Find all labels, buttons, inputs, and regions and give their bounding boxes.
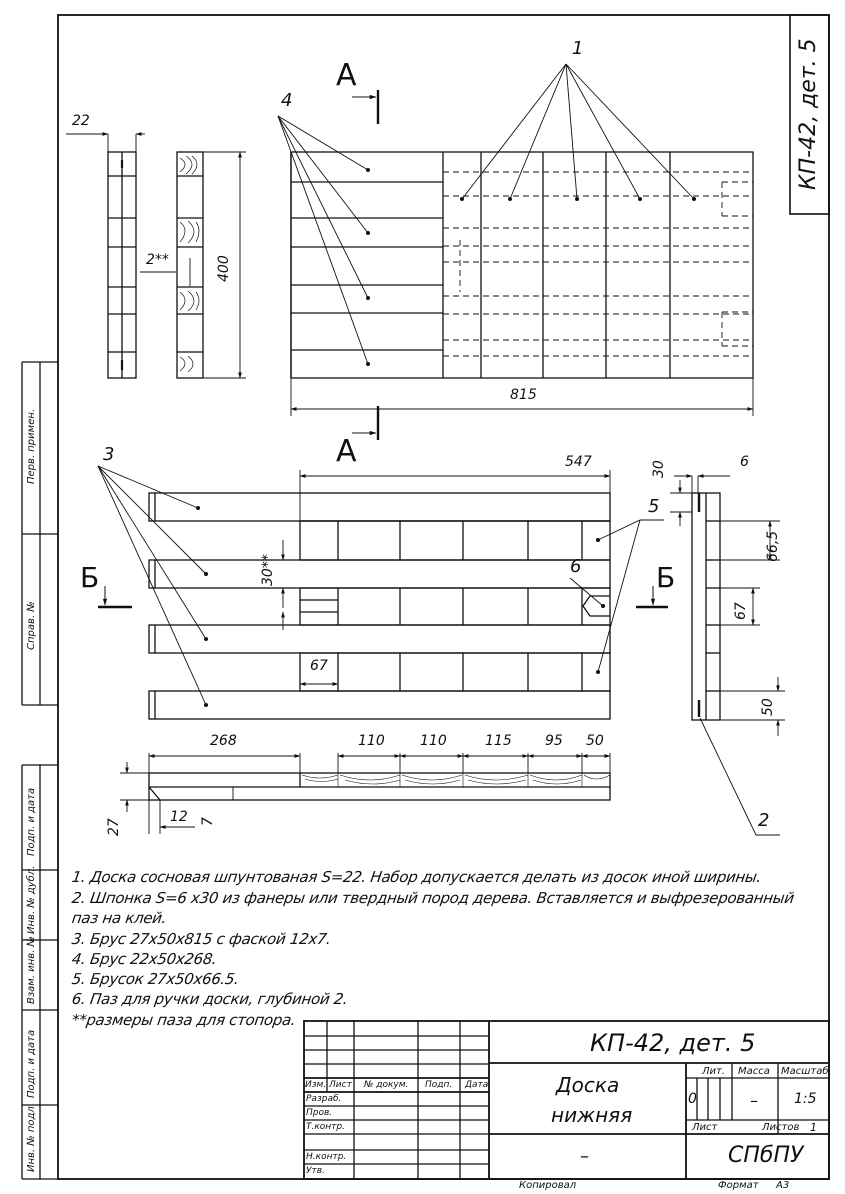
- footer-format-value: А3: [776, 1180, 790, 1191]
- dim-2-stars: 2**: [146, 252, 169, 268]
- note-4: 4. Брус 22x50x268.: [70, 950, 218, 968]
- title-doc-code: КП-42, дет. 5: [590, 1029, 756, 1057]
- title-col-list: Лист: [329, 1080, 352, 1090]
- note-6: 6. Паз для ручки доски, глубиной 2.: [70, 990, 349, 1008]
- title-row-tkontr: Т.контр.: [306, 1122, 346, 1132]
- title-row-utv: Утв.: [306, 1166, 325, 1176]
- dim-67-vertical: 67: [733, 602, 749, 620]
- title-row-razrab: Разраб.: [306, 1094, 342, 1104]
- strip-label-dubl: Инв. № дубл.: [26, 865, 37, 934]
- note-stars: **размеры паза для стопора.: [70, 1011, 297, 1029]
- leader-label-5: 5: [648, 496, 660, 517]
- title-col-docnum: № докум.: [364, 1080, 409, 1090]
- title-sheets-value: 1: [810, 1121, 817, 1134]
- title-org: СПбПУ: [728, 1143, 804, 1168]
- strip-label-podp2: Подп. и дата: [26, 1029, 37, 1098]
- strip-label-vzam: Взам. инв. №: [26, 936, 37, 1004]
- title-col-data: Дата: [465, 1080, 489, 1090]
- title-sheets-label: Листов: [762, 1122, 800, 1133]
- dim-400: 400: [216, 255, 232, 282]
- dim-115: 115: [485, 733, 512, 749]
- leader-label-2: 2: [758, 810, 770, 831]
- strip-label-sprav: Справ. №: [26, 601, 37, 650]
- footer-format-label: Формат: [718, 1180, 759, 1191]
- title-sheet-label: Лист: [692, 1122, 718, 1133]
- title-name-line1: Доска: [556, 1073, 620, 1097]
- leader-label-4: 4: [281, 90, 293, 111]
- title-dash: –: [580, 1146, 589, 1167]
- title-row-prov: Пров.: [306, 1108, 333, 1118]
- title-lit-label: Лит.: [702, 1066, 726, 1077]
- title-name-line2: нижняя: [551, 1103, 633, 1127]
- dim-95: 95: [545, 733, 563, 749]
- dim-7: 7: [200, 817, 216, 826]
- leader-label-6: 6: [570, 556, 582, 577]
- section-strip: [149, 773, 610, 800]
- side-view-left: [108, 152, 136, 378]
- dim-547: 547: [565, 454, 592, 470]
- leader-label-1: 1: [572, 38, 584, 59]
- title-col-podp: Подп.: [425, 1080, 453, 1090]
- strip-label-podp1: Подп. и дата: [26, 787, 37, 856]
- footer-copied: Копировал: [519, 1180, 577, 1191]
- note-2-cont: паз на клей.: [70, 909, 168, 927]
- leader-3-lines: [98, 466, 206, 705]
- title-col-izm: Изм.: [305, 1080, 327, 1090]
- dim-268: 268: [210, 733, 237, 749]
- note-1: 1. Доска сосновая шпунтованая S=22. Набор допускается делать из досок иной ширины.: [70, 868, 763, 886]
- note-2: 2. Шпонка S=6 x30 из фанеры или твердный пород дерева. Вставляется и выфрезерованный: [70, 889, 796, 907]
- title-scale-value: 1:5: [794, 1091, 817, 1107]
- corner-title: КП-42, дет. 5: [796, 38, 821, 190]
- strip-label-inv: Инв. № подл.: [26, 1103, 37, 1172]
- section-a-top: А: [336, 58, 357, 93]
- title-scale-label: Масштаб: [781, 1066, 829, 1077]
- note-3: 3. Брус 27x50x815 с фаской 12x7.: [70, 930, 333, 948]
- dim-50-vertical: 50: [760, 698, 776, 716]
- dim-27: 27: [106, 818, 122, 836]
- bottom-view: [149, 493, 610, 719]
- title-mass-label: Масса: [738, 1066, 770, 1077]
- strip-label-perv: Перв. примен.: [26, 408, 37, 484]
- dim-67-horizontal: 67: [310, 658, 328, 674]
- dim-30-stars: 30**: [260, 554, 276, 586]
- leader-label-3: 3: [103, 444, 115, 465]
- title-lit-value: 0: [688, 1091, 697, 1107]
- dim-50-bottom: 50: [586, 733, 604, 749]
- dim-30: 30: [651, 460, 667, 478]
- title-mass-value: –: [750, 1091, 758, 1110]
- dim-110-a: 110: [358, 733, 385, 749]
- section-a-bottom: А: [336, 434, 357, 469]
- section-b-left: Б: [80, 561, 100, 594]
- right-side-view: [692, 493, 720, 720]
- note-5: 5. Брусок 27x50x66.5.: [70, 970, 241, 988]
- dim-6: 6: [740, 454, 749, 470]
- leader-1-lines: [462, 64, 694, 199]
- dim-110-b: 110: [420, 733, 447, 749]
- title-row-nkontr: Н.контр.: [306, 1152, 347, 1162]
- dim-22: 22: [72, 113, 90, 129]
- dim-815: 815: [510, 387, 537, 403]
- section-b-right: Б: [656, 561, 676, 594]
- dim-66-5: 66,5: [765, 530, 781, 562]
- dim-12: 12: [170, 809, 188, 825]
